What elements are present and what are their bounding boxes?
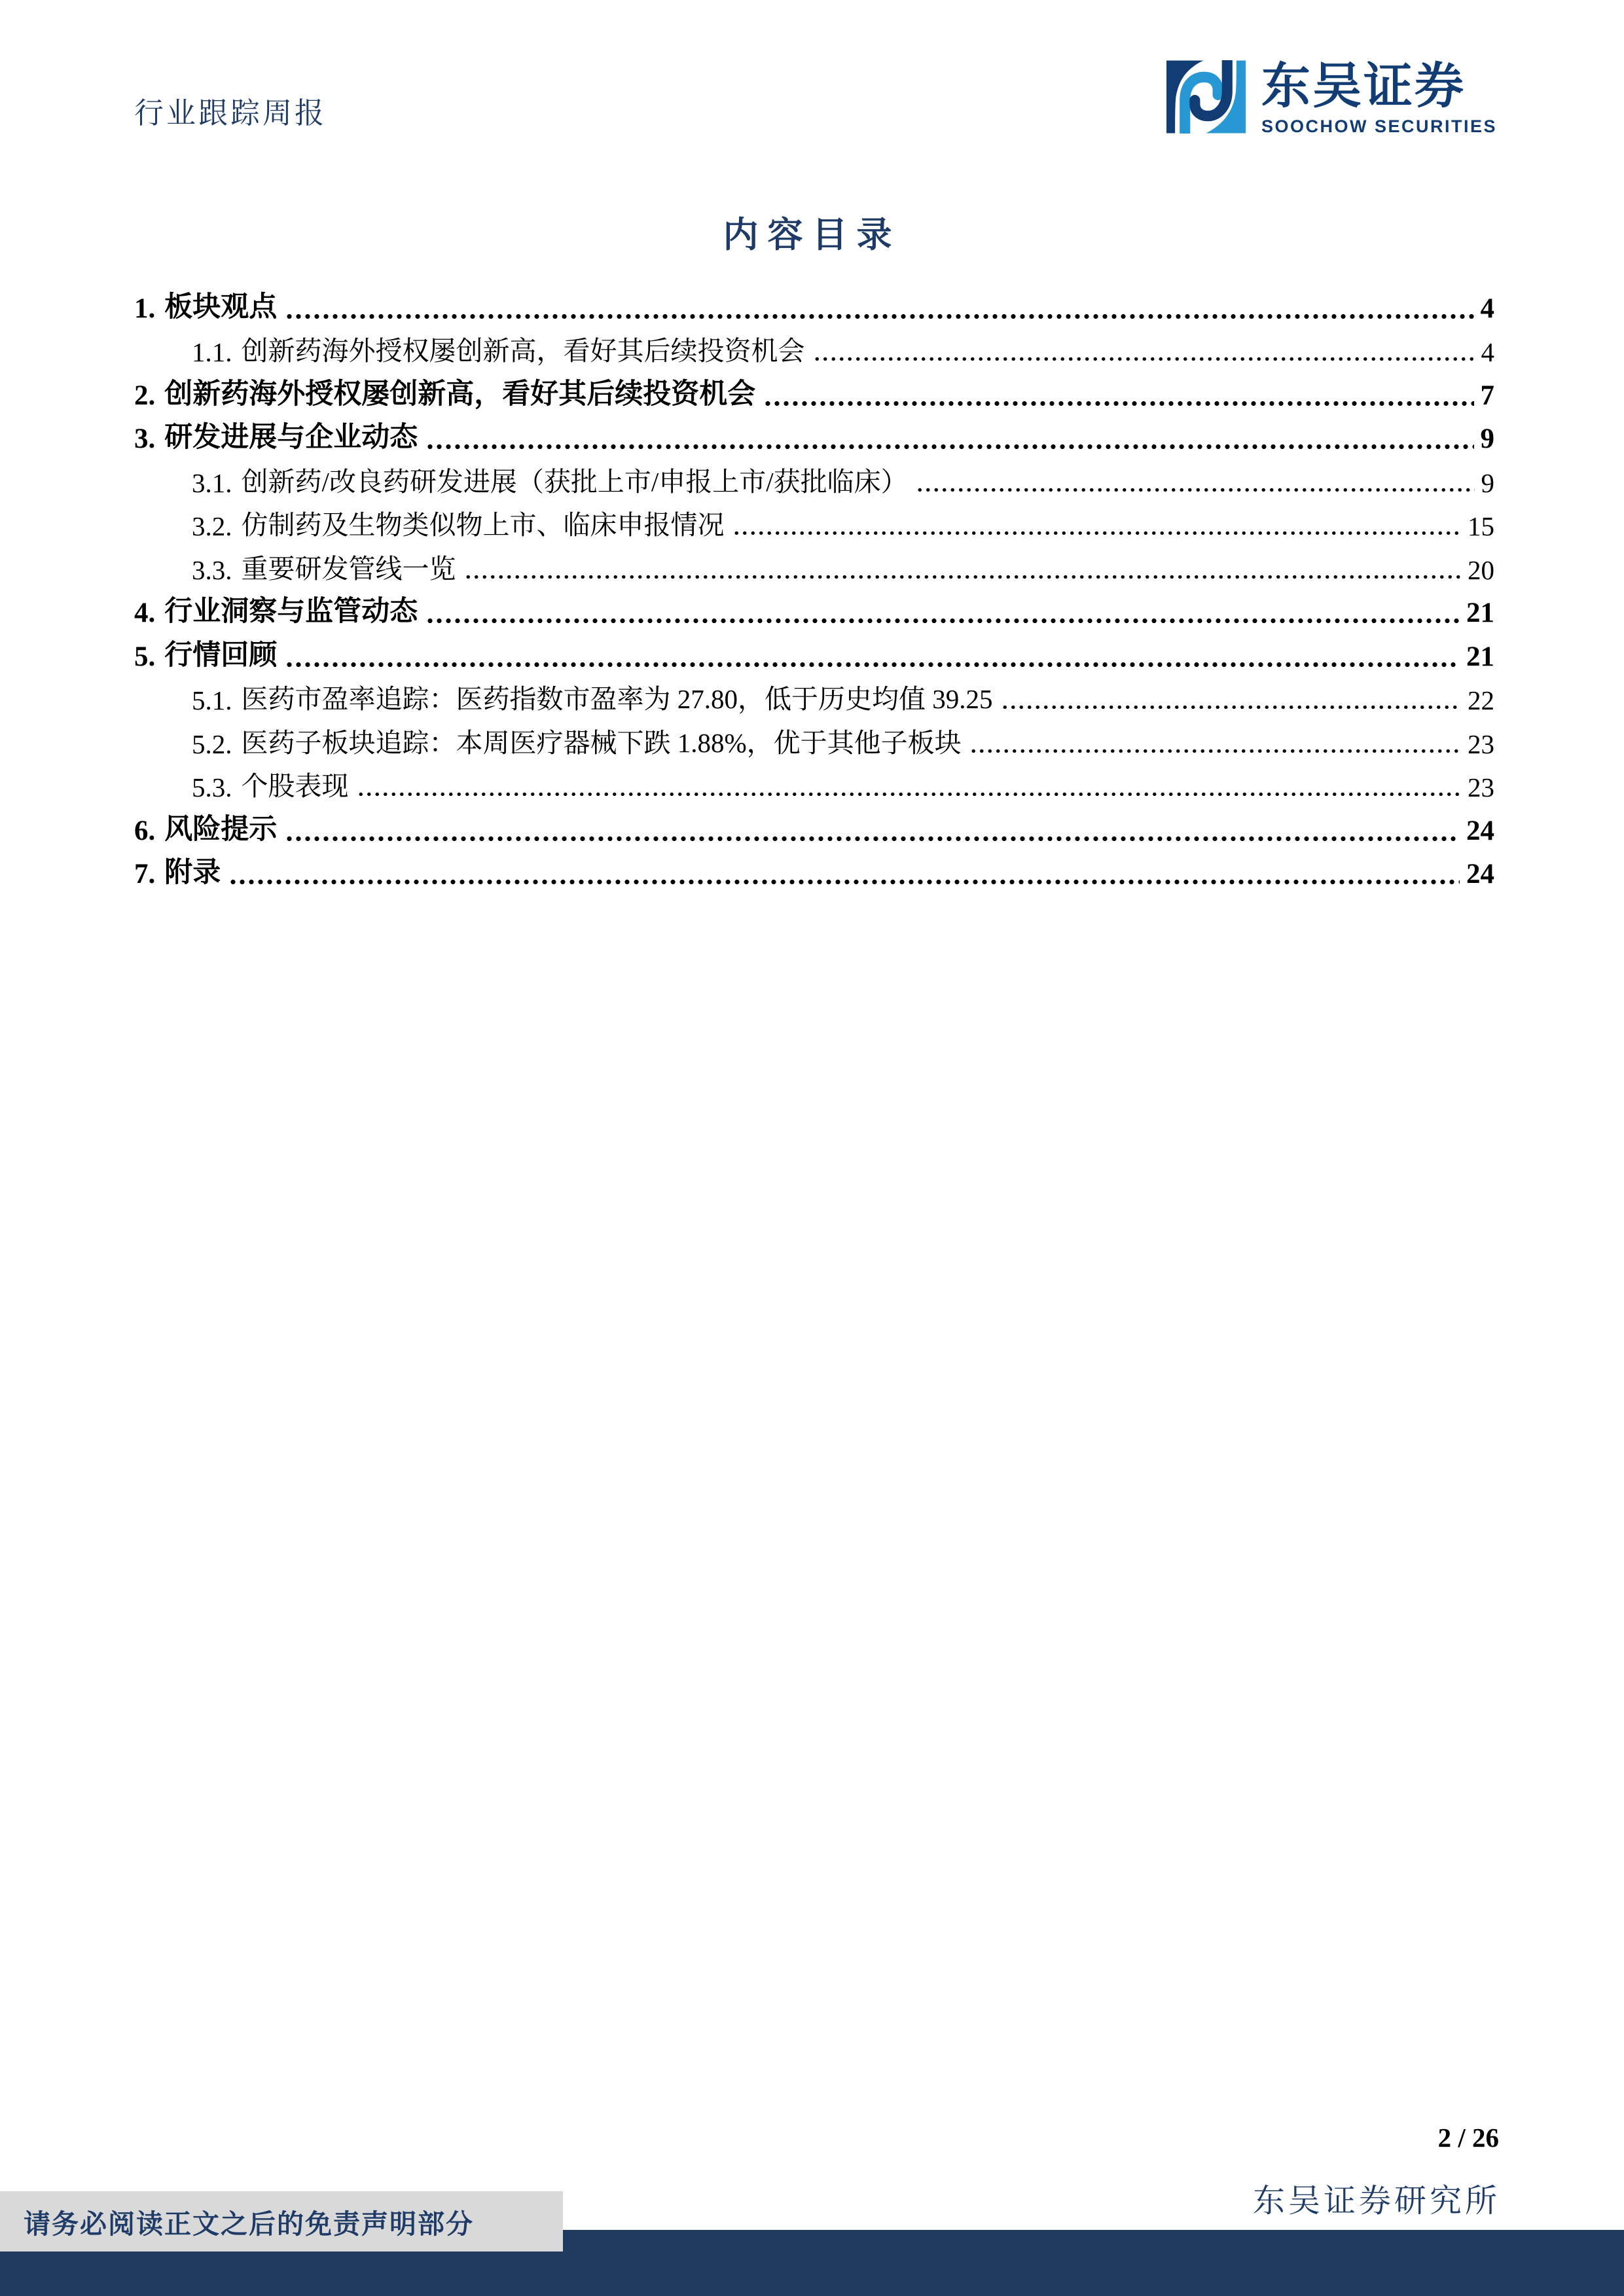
toc-entry-page: 24 [1466, 859, 1494, 889]
brand-text [1261, 60, 1497, 137]
research-institute-label: 东吴证券研究所 [1252, 2183, 1500, 2219]
toc-entry-number: 1.1. [192, 337, 232, 367]
toc-entry[interactable] [134, 547, 1494, 590]
table-of-contents [134, 285, 1494, 895]
dot-leader [285, 834, 1460, 843]
toc-entry-page: 9 [1481, 467, 1494, 498]
toc-entry-label: 附录 [164, 857, 221, 888]
toc-entry-page: 23 [1468, 728, 1494, 759]
toc-entry-page: 21 [1466, 598, 1494, 628]
toc-entry-page: 21 [1466, 641, 1494, 672]
dot-leader [285, 660, 1460, 669]
page-indicator: 2 / 26 [1437, 2123, 1499, 2153]
toc-entry-number: 6. [134, 815, 156, 846]
toc-entry-label: 创新药海外授权屡创新高，看好其后续投资机会 [241, 336, 805, 366]
dot-leader [285, 312, 1473, 321]
toc-entry[interactable] [134, 808, 1494, 852]
toc-entry[interactable] [134, 416, 1494, 460]
toc-entry-number: 3. [134, 423, 156, 454]
toc-entry-page: 4 [1480, 293, 1494, 324]
toc-entry-page: 7 [1480, 380, 1494, 411]
dot-leader [916, 486, 1475, 494]
toc-entry-number: 4. [134, 598, 156, 628]
toc-entry-page: 20 [1468, 554, 1494, 585]
toc-entry-page: 15 [1468, 511, 1494, 541]
toc-entry[interactable] [134, 329, 1494, 373]
toc-entry-label: 行情回顾 [164, 639, 278, 671]
toc-entry-number: 3.1. [192, 467, 232, 498]
toc-entry-number: 5.3. [192, 772, 232, 802]
dot-leader [732, 529, 1462, 537]
dot-leader [969, 747, 1461, 755]
dot-leader [425, 442, 1473, 451]
toc-entry-label: 仿制药及生物类似物上市、临床申报情况 [241, 510, 725, 540]
toc-entry-number: 1. [134, 293, 156, 324]
toc-entry-page: 4 [1481, 337, 1494, 367]
dot-leader [425, 617, 1460, 625]
toc-entry-number: 5. [134, 641, 156, 672]
brand-name-cn: 东吴证券 [1261, 60, 1466, 114]
toc-entry[interactable] [134, 634, 1494, 677]
toc-entry-page: 24 [1466, 815, 1494, 846]
report-type-label: 行业跟踪周报 [134, 97, 327, 130]
toc-title: 内容目录 [723, 215, 901, 255]
dot-leader [1001, 703, 1462, 711]
toc-entry-label: 行业洞察与监管动态 [164, 596, 418, 627]
toc-entry[interactable] [134, 285, 1494, 329]
dot-leader [813, 355, 1475, 363]
toc-entry-label: 重要研发管线一览 [241, 553, 456, 584]
toc-entry-label: 个股表现 [241, 771, 349, 801]
toc-entry-number: 3.2. [192, 511, 232, 541]
toc-entry[interactable] [134, 590, 1494, 634]
toc-entry-number: 5.1. [192, 685, 232, 715]
disclaimer-notice: 请务必阅读正文之后的免责声明部分 [0, 2191, 563, 2251]
brand-name-en: SOOCHOW SECURITIES [1261, 117, 1498, 136]
toc-entry[interactable] [134, 721, 1494, 764]
toc-entry-label: 医药市盈率追踪：医药指数市盈率为 27.80，低于历史均值 39.25 [241, 684, 993, 714]
toc-entry[interactable] [134, 372, 1494, 416]
toc-entry-label: 板块观点 [164, 291, 278, 323]
dot-leader [357, 790, 1462, 798]
toc-entry-page: 23 [1468, 772, 1494, 802]
toc-entry-page: 22 [1468, 685, 1494, 715]
dot-leader [464, 573, 1462, 581]
toc-entry-number: 7. [134, 859, 156, 889]
toc-entry-number: 2. [134, 380, 156, 411]
toc-entry[interactable] [134, 764, 1494, 808]
soochow-logo-icon [1166, 60, 1246, 134]
toc-entry-label: 创新药/改良药研发进展（获批上市/申报上市/获批临床） [241, 466, 908, 497]
toc-entry[interactable] [134, 852, 1494, 895]
toc-entry[interactable] [134, 677, 1494, 721]
toc-entry-label: 风险提示 [164, 814, 278, 845]
toc-entry-label: 创新药海外授权屡创新高，看好其后续投资机会 [164, 378, 756, 410]
dot-leader [228, 878, 1460, 886]
toc-entry[interactable] [134, 503, 1494, 547]
dot-leader [763, 399, 1473, 408]
toc-entry-page: 9 [1480, 423, 1494, 454]
toc-entry-label: 医药子板块追踪：本周医疗器械下跌 1.88%，优于其他子板块 [241, 727, 962, 758]
toc-entry[interactable] [134, 459, 1494, 503]
toc-entry-number: 5.2. [192, 728, 232, 759]
toc-entry-number: 3.3. [192, 554, 232, 585]
brand-logo [1166, 60, 1497, 137]
toc-entry-label: 研发进展与企业动态 [164, 422, 418, 453]
